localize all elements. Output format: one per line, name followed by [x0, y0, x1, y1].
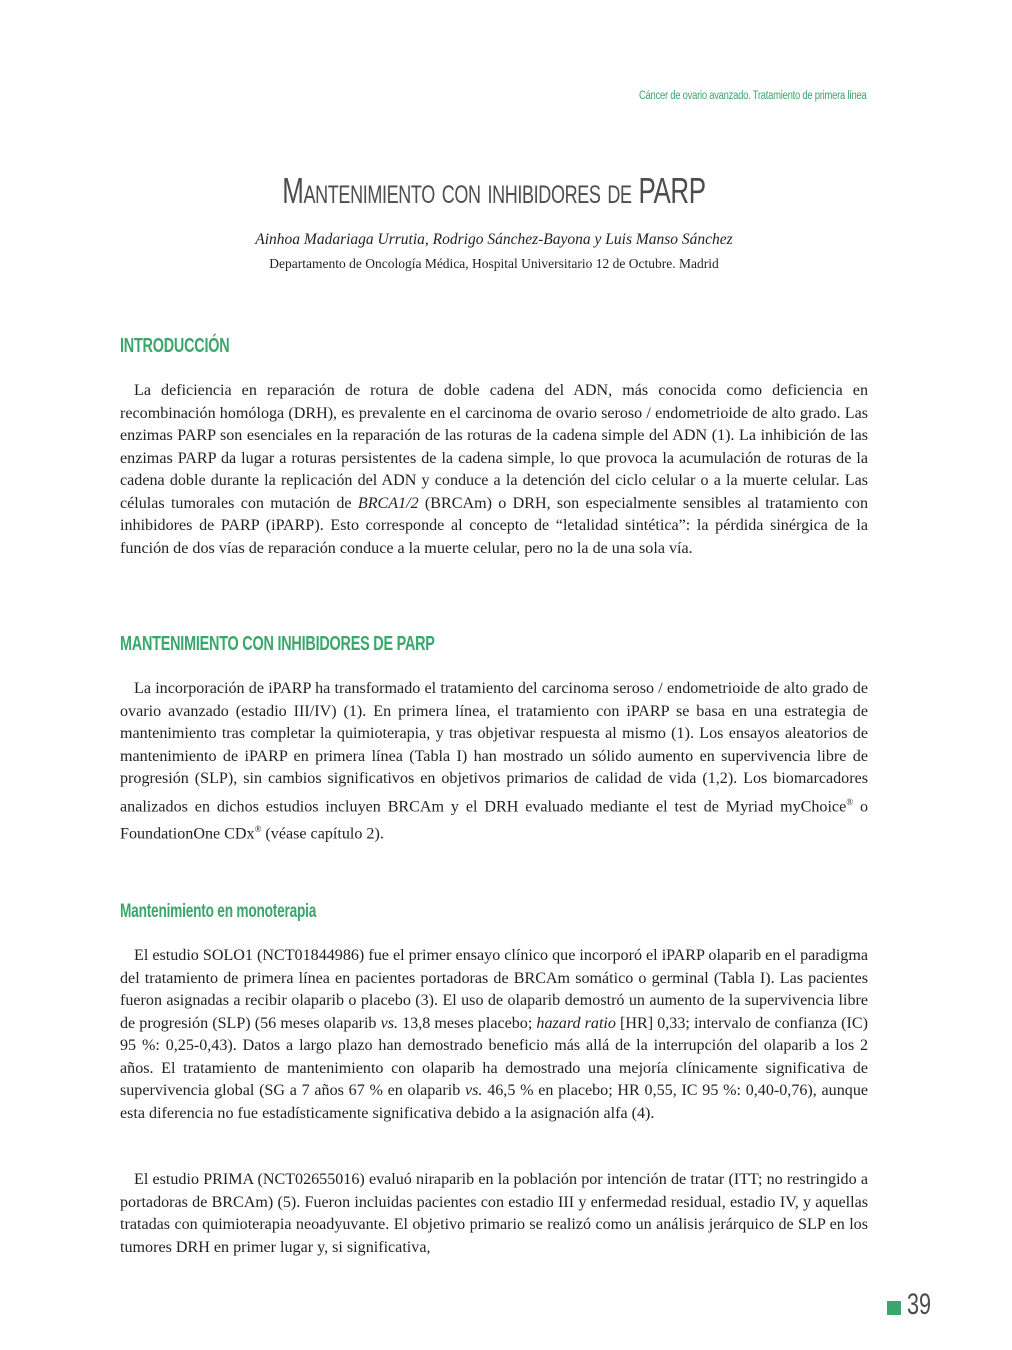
registered-mark: ®: [254, 824, 262, 835]
italic-hazard-ratio: hazard ratio: [536, 1014, 616, 1032]
paragraph-text: (BRCAm) o DRH, son especialmente sensibles al tratamiento con inhibidores de PARP (iPARP). Esto corresponde al concepto de “letalidad sintética”: la pérdida sinérgica de la función de dos vías de reparación conduce a la muerte celular, pero no la de una sola vía.: [120, 494, 869, 557]
gene-name: BRCA1/2: [357, 494, 419, 512]
paragraph-text: 13,8 meses placebo;: [398, 1014, 537, 1032]
italic-vs: vs.: [465, 1082, 483, 1099]
page-number: [887, 1288, 940, 1322]
paragraph-text: [HR] 0,33; intervalo de confianza (IC) 95 %: 0,25-0,43). Datos a largo plazo han demostrado beneficio más allá de la interrupción del olaparib a los 2 años. El tratamiento de mantenimiento con olaparib ha demostrado una mejoría clínicamente significativa de supervivencia global (SG a 7 años 67 % en olaparib: [120, 1014, 868, 1099]
authors: Ainhoa Madariaga Urrutia, Rodrigo Sánchez-Bayona y Luis Manso Sánchez: [255, 231, 733, 248]
page-number-text: 39: [907, 1288, 932, 1321]
italic-vs: vs.: [380, 1014, 399, 1032]
paragraph-text: La incorporación de iPARP ha transformado el tratamiento del carcinoma seroso / endometrioide de alto grado de ovario avanzado (estadio III/IV) (1). En primera línea, el tratamiento con iPARP se basa en una estrategia de mantenimiento tras completar la quimioterapia, y tras objetivar respuesta al mismo (1). Los ensayos aleatorios de mantenimiento de iPARP en primera línea (Tabla I) han mostrado un sólido aumento en supervivencia libre de progresión (SLP), sin cambios significativos en objetivos primarios de calidad de vida (1,2). Los biomarcadores analizados en dichos estudios incluyen BRCAm y el DRH evaluado mediante el test de Myriad myChoice: [120, 680, 868, 815]
paragraph-text: La deficiencia en reparación de rotura de doble cadena del ADN, más conocida como deficiencia en recombinación homóloga (DRH), es prevalente en el carcinoma de ovario seroso / endometrioide de alto grado. Las enzimas PARP son esenciales en la reparación de las roturas de la cadena simple del ADN (1). La inhibición de las enzimas PARP da lugar a roturas persistentes de la cadena simple, lo que provoca la acumulación de roturas de la cadena doble durante la replicación del ADN y conduce a la detención del ciclo celular o a la muerte celular. Las células tumorales con mutación de: [120, 382, 868, 512]
paragraph-text: (véase capítulo 2).: [261, 825, 384, 843]
heading-mantenimiento-parp: MANTENIMIENTO CON INHIBIDORES DE PARP: [120, 633, 435, 655]
heading-introduccion: INTRODUCCIÓN: [120, 335, 230, 357]
paragraph-text: o FoundationOne CDx: [120, 797, 869, 843]
heading-monoterapia: Mantenimiento en monoterapia: [120, 901, 317, 922]
paragraph-solo1: [120, 945, 868, 1125]
paragraph-mantenimiento-parp: [120, 678, 868, 846]
running-head: Cáncer de ovario avanzado. Tratamiento de primera línea: [639, 90, 867, 102]
paragraph-introduccion: [120, 380, 868, 560]
paragraph-prima: El estudio PRIMA (NCT02655016) evaluó niraparib en la población por intención de tratar (ITT; no restringido a portadoras de BRCAm) (5). Fueron incluidas pacientes con estadio III y enfermedad residual, estadio IV, y aquellas tratadas con quimioterapia neoadyuvante. El objetivo primario se realizó como un análisis jerárquico de SLP en los tumores DRH en primer lugar y, si significativa,: [120, 1171, 868, 1256]
affiliation: Departamento de Oncología Médica, Hospital Universitario 12 de Octubre. Madrid: [269, 256, 719, 271]
registered-mark: ®: [846, 796, 854, 807]
square-marker-icon: [887, 1301, 901, 1315]
page-title: Mantenimiento con inhibidores de PARP: [282, 170, 706, 211]
paragraph-text: El estudio SOLO1 (NCT01844986) fue el primer ensayo clínico que incorporó el iPARP olaparib en el paradigma del tratamiento de primera línea en pacientes portadoras de BRCAm somático o germinal (Tabla I). Las pacientes fueron asignadas a recibir olaparib o placebo (3). El uso de olaparib demostró un aumento de la supervivencia libre de progresión (SLP) (56 meses olaparib: [120, 947, 868, 1032]
paragraph-text: 46,5 % en placebo; HR 0,55, IC 95 %: 0,40-0,76), aunque esta diferencia no fue estadísticamente significativa debido a la asignación alfa (4).: [120, 1082, 869, 1122]
